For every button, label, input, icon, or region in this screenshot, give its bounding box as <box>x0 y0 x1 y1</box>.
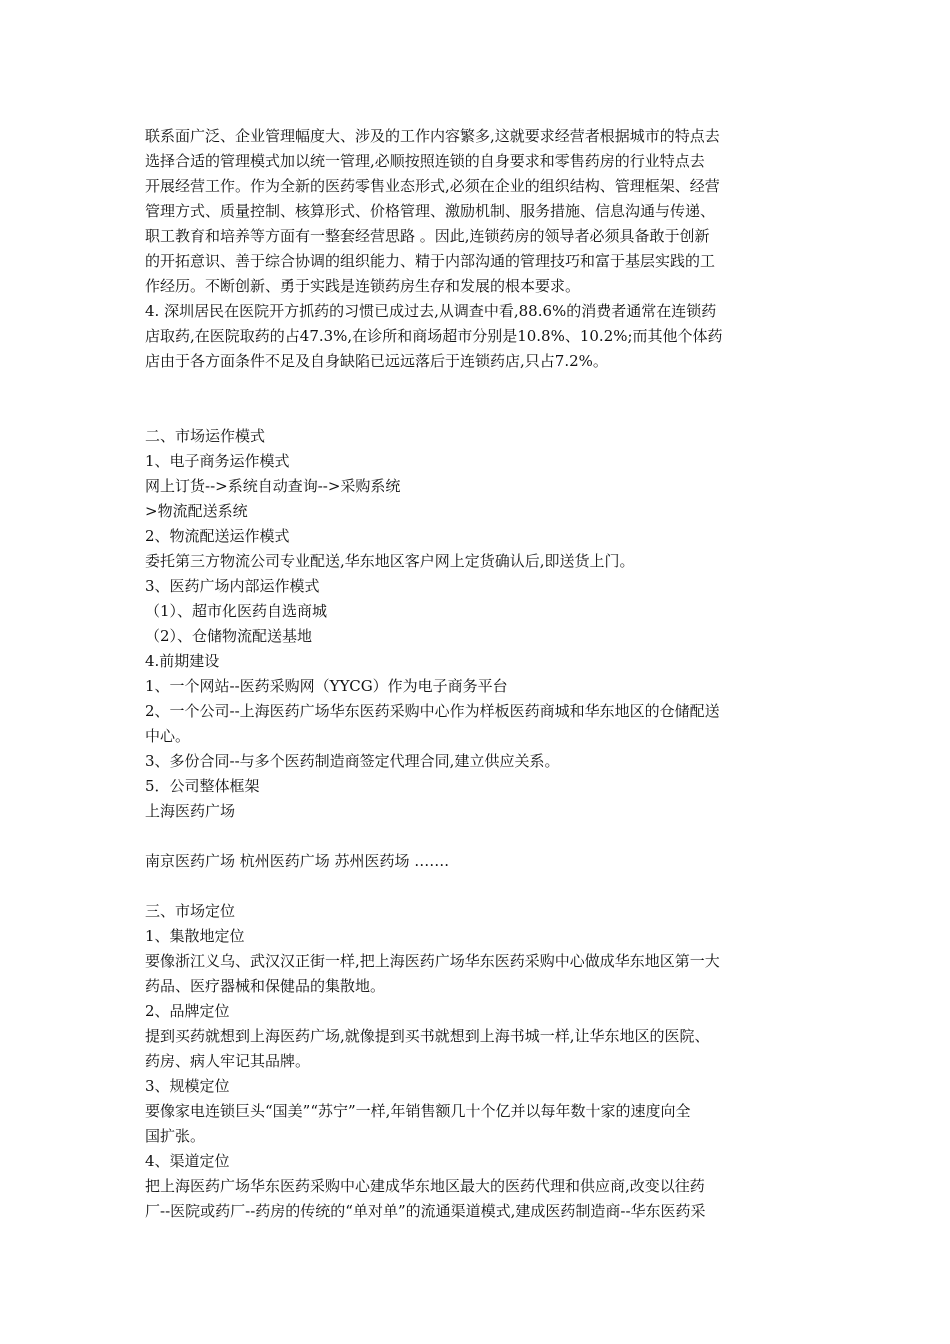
text-line: 选择合适的管理模式加以统一管理,必顺按照连锁的自身要求和零售药房的行业特点去 <box>145 152 705 170</box>
list-item: （1）、超市化医药自选商城 <box>145 602 328 620</box>
text-line: 联系面广泛、企业管理幅度大、涉及的工作内容繁多,这就要求经营者根据城市的特点去 <box>145 127 720 145</box>
text-line: 店取药,在医院取药的占47.3%,在诊所和商场超市分别是10.8%、10.2%;而其他个体药 <box>145 327 723 345</box>
text-line: 开展经营工作。作为全新的医药零售业态形式,必须在企业的组织结构、管理框架、经营 <box>145 177 720 195</box>
subheading: 2、物流配送运作模式 <box>145 527 290 545</box>
text-line: 要像家电连锁巨头“国美”“苏宁”一样,年销售额几十个亿并以每年数十家的速度向全 <box>145 1102 691 1120</box>
subheading: 3、医药广场内部运作模式 <box>145 577 320 595</box>
section-market-positioning <box>145 899 825 1224</box>
text-line: 的开拓意识、善于综合协调的组织能力、精于内部沟通的管理技巧和富于基层实践的工 <box>145 252 716 270</box>
subheading: 1、集散地定位 <box>145 927 245 945</box>
text-line: 上海医药广场 <box>145 802 236 820</box>
text-line: 提到买药就想到上海医药广场,就像提到买书就想到上海书城一样,让华东地区的医院、 <box>145 1027 710 1045</box>
section-heading: 三、市场定位 <box>145 902 236 920</box>
paragraph-management <box>145 124 825 299</box>
text-line: 管理方式、质量控制、核算形式、价格管理、激励机制、服务措施、信息沟通与传递、 <box>145 202 716 220</box>
text-line: 4. 深圳居民在医院开方抓药的习惯已成过去,从调查中看,88.6%的消费者通常在连锁药 <box>145 302 717 320</box>
text-line: 作经历。不断创新、勇于实践是连锁药房生存和发展的根本要求。 <box>145 277 581 295</box>
blank-space <box>145 824 825 849</box>
blank-space <box>145 874 825 899</box>
text-line: 把上海医药广场华东医药采购中心建成华东地区最大的医药代理和供应商,改变以往药 <box>145 1177 705 1195</box>
subheading: 5．公司整体框架 <box>145 777 260 795</box>
text-line: 药房、病人牢记其品牌。 <box>145 1052 311 1070</box>
paragraph-shenzhen-survey <box>145 299 825 374</box>
text-line: 国扩张。 <box>145 1127 206 1145</box>
text-line: 职工教育和培养等方面有一整套经营思路 。因此,连锁药房的领导者必须具备敢于创新 <box>145 227 710 245</box>
subheading: 1、电子商务运作模式 <box>145 452 290 470</box>
subheading: 4、渠道定位 <box>145 1152 230 1170</box>
blank-space <box>145 374 825 424</box>
text-line: >物流配送系统 <box>145 502 248 520</box>
text-line: 厂--医院或药厂--药房的传统的“单对单”的流通渠道模式,建成医药制造商--华东医药采 <box>145 1202 706 1220</box>
text-line: 要像浙江义乌、武汉汉正街一样,把上海医药广场华东医药采购中心做成华东地区第一大 <box>145 952 720 970</box>
text-line: 网上订货-->系统自动查询-->采购系统 <box>145 477 401 495</box>
document-page <box>145 124 825 1224</box>
section-market-operation <box>145 424 825 874</box>
text-line: 南京医药广场 杭州医药广场 苏州医药场 ……. <box>145 852 450 870</box>
text-line: 店由于各方面条件不足及自身缺陷已远远落后于连锁药店,只占7.2%。 <box>145 352 608 370</box>
subheading: 2、品牌定位 <box>145 1002 230 1020</box>
list-item: 3、多份合同--与多个医药制造商签定代理合同,建立供应关系。 <box>145 752 560 770</box>
subheading: 4.前期建设 <box>145 652 220 670</box>
list-item: 2、一个公司--上海医药广场华东医药采购中心作为样板医药商城和华东地区的仓储配送 <box>145 702 720 720</box>
list-item: （2）、仓储物流配送基地 <box>145 627 313 645</box>
text-line: 药品、医疗器械和保健品的集散地。 <box>145 977 386 995</box>
list-item: 1、一个网站--医药采购网（YYCG）作为电子商务平台 <box>145 677 508 695</box>
subheading: 3、规模定位 <box>145 1077 230 1095</box>
section-heading: 二、市场运作模式 <box>145 427 266 445</box>
text-line: 委托第三方物流公司专业配送,华东地区客户网上定货确认后,即送货上门。 <box>145 552 635 570</box>
list-item: 中心。 <box>145 727 191 745</box>
